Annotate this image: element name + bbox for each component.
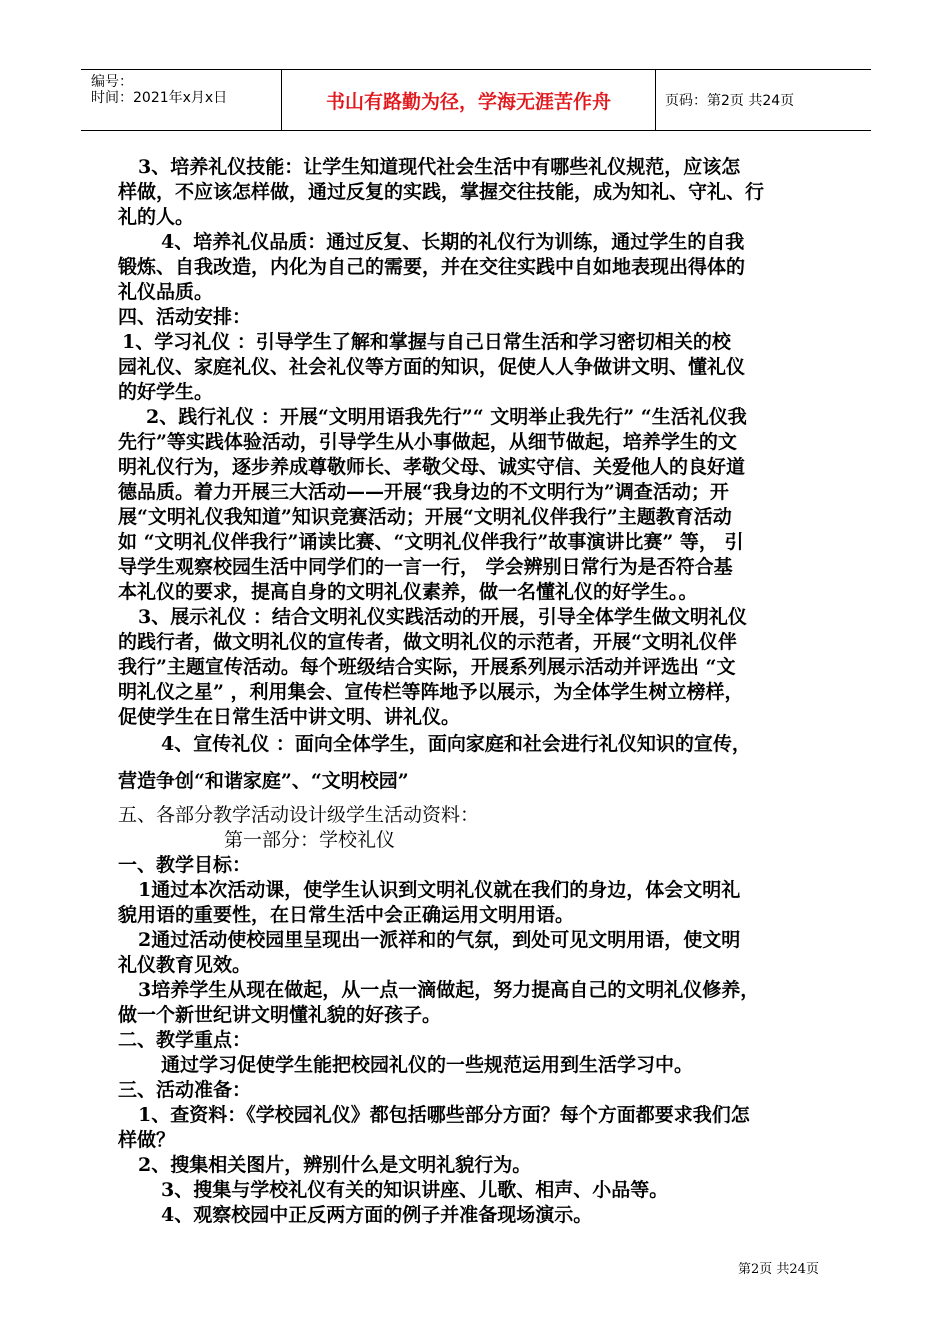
paragraph-line: 做一个新世纪讲文明懂礼貌的好孩子。 <box>118 1004 442 1026</box>
paragraph-line: 展“文明礼仪我知道”知识竞赛活动；开展“文明礼仪伴我行”主题教育活动 <box>118 506 732 528</box>
paragraph-line: 锻炼、自我改造，内化为自己的需要，并在交往实践中自如地表现出得体的 <box>118 256 746 278</box>
paragraph-line: 明礼仪行为，逐步养成尊敬师长、孝敬父母、诚实守信、关爱他人的良好道 <box>118 456 746 478</box>
page-footer: 第2页 共24页 <box>738 1262 819 1277</box>
paragraph-line: 营造争创“和谐家庭”、“文明校园” <box>118 770 409 792</box>
paragraph-line: 4、培养礼仪品质：通过反复、长期的礼仪行为训练，通过学生的自我 <box>161 231 745 253</box>
paragraph-line: 2、搜集相关图片，辨别什么是文明礼貌行为。 <box>138 1154 532 1176</box>
paragraph-line: 3、搜集与学校礼仪有关的知识讲座、儿歌、相声、小品等。 <box>161 1179 669 1201</box>
section-heading: 二、教学重点： <box>118 1029 252 1051</box>
paragraph-line: 园礼仪、家庭礼仪、社会礼仪等方面的知识，促使人人争做讲文明、懂礼仪 <box>118 356 746 378</box>
subsection-heading: 第一部分：学校礼仪 <box>224 829 396 851</box>
paragraph-line: 礼仪品质。 <box>118 281 214 303</box>
paragraph-line: 3培养学生从现在做起，从一点一滴做起，努力提高自己的文明礼仪修养， <box>138 979 760 1001</box>
paragraph-line: 4、观察校园中正反两方面的例子并准备现场演示。 <box>161 1204 593 1226</box>
header-page-cell <box>655 70 871 130</box>
paragraph-line: 4、宣传礼仪 ：面向全体学生，面向家庭和社会进行礼仪知识的宣传， <box>161 733 751 755</box>
paragraph-line: 的践行者，做文明礼仪的宣传者，做文明礼仪的示范者，开展“文明礼仪伴 <box>118 631 737 653</box>
header-page-code: 页码：第2页 共24页 <box>665 93 795 109</box>
paragraph-line: 礼的人。 <box>118 206 195 228</box>
header-motto-cell <box>281 70 656 130</box>
paragraph-line: 1、学习礼仪 ：引导学生了解和掌握与自己日常生活和学习密切相关的校 <box>122 331 731 353</box>
paragraph-line: 德品质。着力开展三大活动——开展“我身边的不文明行为”调查活动；开 <box>118 481 729 503</box>
section-heading: 一、教学目标： <box>118 854 252 876</box>
paragraph-line: 礼仪教育见效。 <box>118 954 252 976</box>
paragraph-line: 的好学生。 <box>118 381 214 403</box>
document-number-label: 编号： <box>91 74 133 90</box>
section-heading: 五、各部分教学活动设计级学生活动资料： <box>118 804 480 826</box>
paragraph-line: 样做，不应该怎样做，通过反复的实践，掌握交往技能，成为知礼、守礼、行 <box>118 181 765 203</box>
paragraph-line: 2通过活动使校园里呈现出一派祥和的气氛，到处可见文明用语，使文明 <box>138 929 741 951</box>
header-meta-cell <box>81 70 281 130</box>
paragraph-line: 导学生观察校园生活中同学们的一言一行， 学会辨别日常行为是否符合基 <box>118 556 733 578</box>
paragraph-line: 样做？ <box>118 1129 176 1151</box>
paragraph-line: 明礼仪之星” ，利用集会、宣传栏等阵地予以展示，为全体学生树立榜样， <box>118 681 744 703</box>
section-heading: 四、活动安排： <box>118 306 252 328</box>
paragraph-line: 貌用语的重要性，在日常生活中会正确运用文明用语。 <box>118 904 575 926</box>
page-header <box>81 69 871 131</box>
header-motto: 书山有路勤为径，学海无涯苦作舟 <box>325 91 611 113</box>
section-heading: 三、活动准备： <box>118 1079 252 1101</box>
paragraph-line: 通过学习促使学生能把校园礼仪的一些规范运用到生活学习中。 <box>161 1054 694 1076</box>
paragraph-line: 先行”等实践体验活动，引导学生从小事做起，从细节做起，培养学生的文 <box>118 431 737 453</box>
paragraph-line: 我行”主题宣传活动。每个班级结合实际，开展系列展示活动并评选出 “文 <box>118 656 736 678</box>
document-time-label: 时间：2021年x月x日 <box>91 90 228 106</box>
paragraph-line: 促使学生在日常生活中讲文明、讲礼仪。 <box>118 706 461 728</box>
paragraph-line: 2、践行礼仪 ：开展“文明用语我先行”“ 文明举止我先行” “生活礼仪我 <box>146 406 747 428</box>
paragraph-line: 3、培养礼仪技能：让学生知道现代社会生活中有哪些礼仪规范，应该怎 <box>138 156 741 178</box>
paragraph-line: 本礼仪的要求，提高自身的文明礼仪素养，做一名懂礼仪的好学生。。 <box>118 581 698 603</box>
paragraph-line: 如 “文明礼仪伴我行”诵读比赛、“文明礼仪伴我行”故事演讲比赛” 等， 引 <box>118 531 744 553</box>
paragraph-line: 1、查资料：《学校园礼仪》都包括哪些部分方面？每个方面都要求我们怎 <box>138 1104 750 1126</box>
paragraph-line: 1通过本次活动课，使学生认识到文明礼仪就在我们的身边，体会文明礼 <box>138 879 741 901</box>
paragraph-line: 3、展示礼仪 ：结合文明礼仪实践活动的开展，引导全体学生做文明礼仪 <box>138 606 747 628</box>
